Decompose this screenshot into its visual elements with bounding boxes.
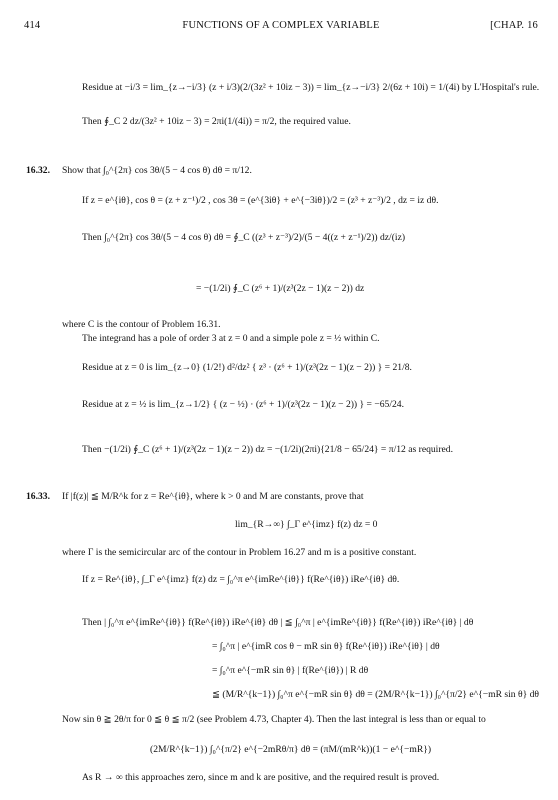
poles-note: The integrand has a pole of order 3 at z = 0 and a simple pole z = ½ within C. (82, 333, 380, 344)
estimate-line-3: = ∫₀^π e^{−mR sin θ} | f(Re^{iθ}) | R dθ (212, 665, 369, 676)
running-header (24, 20, 538, 36)
problem-label-16-33: 16.33. (26, 491, 50, 502)
problem-label-16-32: 16.32. (26, 165, 50, 176)
running-title: FUNCTIONS OF A COMPLEX VARIABLE (182, 20, 380, 31)
residue-line: Residue at −i/3 = lim_{z→−i/3} (z + i/3)(2/(3z² + 10iz − 3)) = lim_{z→−i/3} 2/(6z + 10i) = 1/(4i) by L'Hospital's rule. (82, 82, 540, 93)
final-bound: (2M/R^{k−1}) ∫₀^{π/2} e^{−2mRθ/π} dθ = (πM/(mR^k))(1 − e^{−mR}) (150, 744, 432, 755)
estimate-line-2: = ∫₀^π | e^{imR cos θ − mR sin θ} f(Re^{iθ}) iRe^{iθ} | dθ (212, 641, 440, 652)
then-integral-line: Then ∮_C 2 dz/(3z² + 10iz − 3) = 2πi(1/(4i)) = π/2, the required value. (82, 116, 351, 127)
integral-rewrite-line: Then ∫₀^{2π} cos 3θ/(5 − 4 cos θ) dθ = ∮_C ((z³ + z⁻³)/2)/(5 − 4((z + z⁻¹)/2)) dz/(iz) (82, 232, 406, 243)
residue-at-zero: Residue at z = 0 is lim_{z→0} (1/2!) d²/dz² { z³ · (z⁶ + 1)/(z³(2z − 1)(z − 2)) } = 21/8. (82, 362, 412, 373)
estimate-line-1: Then | ∫₀^π e^{imRe^{iθ}} f(Re^{iθ}) iRe^{iθ} dθ | ≦ ∫₀^π | e^{imRe^{iθ}} f(Re^{iθ}) iRe^{iθ} | dθ (82, 617, 474, 628)
chapter-label: [CHAP. 16 (490, 20, 538, 31)
limit-statement: lim_{R→∞} ∫_Γ e^{imz} f(z) dz = 0 (235, 519, 378, 530)
estimate-line-4: ≦ (M/R^{k−1}) ∫₀^π e^{−mR sin θ} dθ = (2M/R^{k−1}) ∫₀^{π/2} e^{−mR sin θ} dθ (212, 689, 539, 700)
jordan-inequality-note: Now sin θ ≧ 2θ/π for 0 ≦ θ ≦ π/2 (see Problem 4.73, Chapter 4). Then the last integral is less than or equal to (62, 714, 486, 725)
integral-simplified-line: = −(1/2i) ∮_C (z⁶ + 1)/(z³(2z − 1)(z − 2)) dz (196, 283, 365, 294)
problem-statement-16-33: If |f(z)| ≦ M/R^k for z = Re^{iθ}, where k > 0 and M are constants, prove that (62, 491, 364, 502)
gamma-definition: where Γ is the semicircular arc of the contour in Problem 16.27 and m is a positive constant. (62, 547, 417, 558)
substitution-line: If z = e^{iθ}, cos θ = (z + z⁻¹)/2 , cos 3θ = (e^{3iθ} + e^{−3iθ})/2 = (z³ + z⁻³)/2 , dz = iz dθ. (82, 195, 439, 206)
residue-at-half: Residue at z = ½ is lim_{z→1/2} { (z − ½) · (z⁶ + 1)/(z³(2z − 1)(z − 2)) } = −65/24. (82, 399, 404, 410)
substitution-line-16-33: If z = Re^{iθ}, ∫_Γ e^{imz} f(z) dz = ∫₀^π e^{imRe^{iθ}} f(Re^{iθ}) iRe^{iθ} dθ. (82, 574, 400, 585)
conclusion-line: As R → ∞ this approaches zero, since m and k are positive, and the required result is proved. (82, 772, 440, 783)
contour-note: where C is the contour of Problem 16.31. (62, 319, 221, 330)
problem-statement-16-32: Show that ∫₀^{2π} cos 3θ/(5 − 4 cos θ) dθ = π/12. (62, 165, 252, 176)
page-number: 414 (24, 20, 41, 31)
result-line-16-32: Then −(1/2i) ∮_C (z⁶ + 1)/(z³(2z − 1)(z − 2)) dz = −(1/2i)(2πi){21/8 − 65/24} = π/12 as required. (82, 444, 453, 455)
